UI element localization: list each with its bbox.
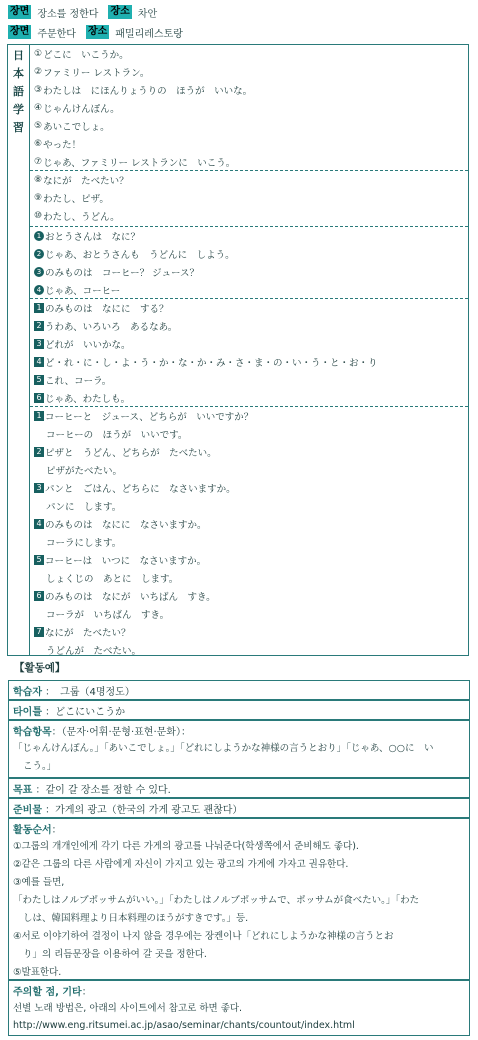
header-row-2	[8, 24, 183, 40]
dialogue-line	[30, 353, 468, 371]
dialogue-line	[30, 587, 468, 605]
line-text: どれが いいかな。	[45, 340, 131, 351]
line-text: これ、コーラ。	[45, 376, 112, 387]
dialogue-line	[30, 641, 468, 659]
side-title-char: 語	[13, 85, 24, 98]
learner-value: ： 그룹（4명정도）	[45, 687, 135, 698]
square-number: 3	[34, 483, 44, 493]
line-text: コーヒーの ほうが いいです。	[46, 430, 188, 441]
line-text: コーヒーと ジュース、どちらが いいですか？	[45, 412, 254, 423]
activity-header: 【활동예】	[14, 662, 66, 674]
step-line: ②같은 그룹의 다른 사람에게 자신이 가지고 있는 광고의 가게에 가자고 권유한다.	[13, 859, 349, 870]
line-text: やった！	[43, 140, 82, 151]
notes-value: ：	[81, 987, 92, 998]
line-text: コーヒーは いつに なさいますか。	[45, 556, 207, 567]
notes-box	[8, 980, 470, 1036]
dialogue-line	[30, 263, 468, 281]
place-value: 차안	[137, 8, 158, 20]
dialogue-line	[30, 371, 468, 389]
dialogue-line	[30, 407, 468, 425]
goal-value: ：같이 갈 장소를 정할 수 있다.	[35, 785, 171, 796]
square-number: 2	[34, 447, 44, 457]
circle-number: 1	[34, 231, 44, 241]
dialogue-line	[30, 117, 468, 135]
prep-label: 준비물	[13, 805, 42, 816]
dialogue-section	[30, 227, 468, 299]
side-title	[8, 45, 30, 655]
line-text: のみものは なにに なさいますか。	[45, 520, 207, 531]
dialogue-line	[30, 389, 468, 407]
goal-box	[8, 778, 470, 798]
line-text: じゃんけんぽん。	[43, 104, 120, 115]
square-number: 7	[34, 627, 44, 637]
dialogue-line	[30, 515, 468, 533]
dialogue-line	[30, 569, 468, 587]
scene-label: 장면	[10, 26, 30, 37]
place-label: 장소	[110, 6, 130, 17]
line-number: ⑧	[34, 175, 43, 185]
step-line: り」의 리듬문장을 이용하여 갈 곳을 정한다.	[23, 949, 207, 960]
prep-value: ：가게의 광고（한국의 가게 광고도 괜찮다）	[45, 805, 243, 816]
prep-box	[8, 798, 470, 818]
steps-label: 활동순서	[13, 825, 52, 836]
dialogue-line	[30, 605, 468, 623]
line-text: わたし、うどん。	[43, 212, 120, 223]
line-text: ピザと うどん、どちらが たべたい。	[45, 448, 217, 459]
dialogue-line	[30, 153, 468, 171]
dialogue-section	[30, 45, 468, 171]
line-text: パンに します。	[46, 502, 122, 513]
line-text: なにが たべたい？	[43, 176, 129, 187]
line-text: ど・れ・に・し・よ・う・か・な・か・み・さ・ま・の・い・う・と・お・り	[45, 358, 378, 369]
title-value: ：どこにいこうか	[45, 707, 126, 718]
items-label: 학습항목	[13, 727, 52, 738]
line-text: ファミリー レストラン。	[43, 68, 150, 79]
line-number: ②	[34, 67, 43, 77]
dialogue-line	[30, 551, 468, 569]
scene-value: 장소를 정한다	[37, 8, 99, 20]
dialogue-line	[30, 227, 468, 245]
dialogue-line	[30, 135, 468, 153]
line-text: のみものは なにが いちばん すき。	[45, 592, 216, 603]
side-title-char: 本	[13, 67, 24, 80]
line-text: なにが たべたい？	[45, 628, 131, 639]
dialogue-line	[30, 317, 468, 335]
dialogue-line	[30, 623, 468, 641]
dialogue-section	[30, 171, 468, 227]
line-number: ⑩	[34, 211, 43, 221]
square-number: 1	[34, 411, 44, 421]
line-text: うわあ、いろいろ あるなあ。	[45, 322, 178, 333]
square-number: 6	[34, 393, 44, 403]
dialogue-line	[30, 335, 468, 353]
dialogue-line	[30, 281, 468, 299]
line-text: じゃあ、わたしも。	[45, 394, 131, 405]
line-text: うどんが たべたい。	[46, 646, 142, 657]
line-text: じゃあ、コーヒー	[45, 286, 121, 297]
title-label: 타이틀	[13, 707, 42, 718]
dialogue-line	[30, 299, 468, 317]
line-number: ⑥	[34, 139, 43, 149]
scene-value: 주문한다	[37, 28, 76, 40]
line-number: ⑦	[34, 157, 43, 167]
step-line: ③예를 들면,	[13, 877, 65, 888]
step-line: 「わたしはノルブポッサムがいい。」「わたしはノルブポッサムで、ポッサムが食べたい。」「わた	[13, 895, 420, 906]
line-text: どこに いこうか。	[43, 50, 129, 61]
learner-label: 학습자	[13, 687, 42, 698]
items-line: 「じゃんけんぽん。」「あいこでしょ。」「どれにしようかな神様の言うとおり」「じゃあ、○○に い	[13, 743, 434, 754]
step-line: ⑤발표한다.	[13, 967, 62, 978]
dialogue-line	[30, 245, 468, 263]
dialogue-line	[30, 99, 468, 117]
line-number: ③	[34, 85, 43, 95]
line-text: じゃあ、おとうさんも うどんに しよう。	[45, 250, 235, 261]
line-text: じゃあ、ファミリー レストランに いこう。	[43, 158, 236, 169]
items-value: ：（문자·어휘·문형·표현·문화）：	[51, 727, 191, 738]
reference-link[interactable]: http://www.eng.ritsumei.ac.jp/asao/seminar/chants/countout/index.html	[13, 1019, 355, 1031]
side-title-char: 日	[13, 49, 24, 62]
dialogue-line	[30, 81, 468, 99]
line-number: ⑨	[34, 193, 43, 203]
square-number: 6	[34, 591, 44, 601]
square-number: 1	[34, 303, 44, 313]
learner-box	[8, 680, 470, 700]
dialogue-line	[30, 171, 468, 189]
circle-number: 3	[34, 267, 44, 277]
scene-label: 장면	[10, 6, 30, 17]
dialogue-section	[30, 407, 468, 657]
place-label: 장소	[87, 26, 108, 37]
square-number: 2	[34, 321, 44, 331]
line-text: わたし、ピザ。	[43, 194, 109, 205]
steps-value: ：	[51, 825, 62, 836]
line-text: のみものは なにに する？	[45, 304, 169, 315]
line-text: パンと ごはん、どちらに なさいますか。	[45, 484, 236, 495]
dialogue-line	[30, 461, 468, 479]
notes-line: 선별 노래 방법은, 아래의 사이트에서 참고로 하면 좋다.	[13, 1003, 243, 1014]
dialogue-line	[30, 425, 468, 443]
circle-number: 4	[34, 285, 44, 295]
line-number: ④	[34, 103, 43, 113]
dialogue-box	[7, 44, 469, 656]
header-row-1	[8, 4, 157, 20]
line-text: コーラにします。	[46, 538, 122, 549]
steps-box	[8, 818, 470, 980]
line-text: あいこでしょ。	[43, 122, 110, 133]
square-number: 4	[34, 519, 44, 529]
dialogue-line	[30, 207, 468, 225]
line-number: ①	[34, 49, 43, 59]
dialogue-line	[30, 443, 468, 461]
notes-label: 주의할 점, 기타	[13, 987, 82, 998]
step-line: しは、韓国料理より日本料理のほうがすきです。」등.	[23, 913, 249, 924]
circle-number: 2	[34, 249, 44, 259]
line-text: わたしは にほんりょうりの ほうが いいな。	[43, 86, 253, 97]
place-value: 패밀리레스토랑	[115, 28, 183, 40]
items-box	[8, 720, 470, 778]
line-text: コーラが いちばん すき。	[46, 610, 170, 621]
line-text: のみものは コーヒー？ ジュース？	[45, 268, 199, 279]
step-line: ④서로 이야기하여 결정이 나지 않을 경우에는 장켄이나「どれにしようかな神様の言うとお	[13, 931, 394, 942]
dialogue-line	[30, 479, 468, 497]
goal-label: 목표	[13, 785, 33, 796]
dialogue-section	[30, 299, 468, 407]
square-number: 5	[34, 555, 44, 565]
dialogue-line	[30, 45, 468, 63]
dialogue-line	[30, 189, 468, 207]
line-text: おとうさんは なに？	[45, 232, 141, 243]
dialogue-line	[30, 63, 468, 81]
square-number: 5	[34, 375, 44, 385]
dialogue-line	[30, 533, 468, 551]
line-number: ⑤	[34, 121, 43, 131]
line-text: ピザがたべたい。	[46, 466, 123, 477]
title-box	[8, 700, 470, 720]
side-title-char: 習	[13, 121, 24, 134]
side-title-char: 学	[13, 103, 24, 116]
items-line: こう。」	[23, 761, 57, 772]
dialogue-line	[30, 497, 468, 515]
square-number: 3	[34, 339, 44, 349]
step-line: ①그룹의 개개인에게 각기 다른 가게의 광고를 나눠준다(학생쪽에서 준비해도 좋다).	[13, 841, 359, 852]
square-number: 4	[34, 357, 44, 367]
line-text: しょくじの あとに します。	[46, 574, 179, 585]
